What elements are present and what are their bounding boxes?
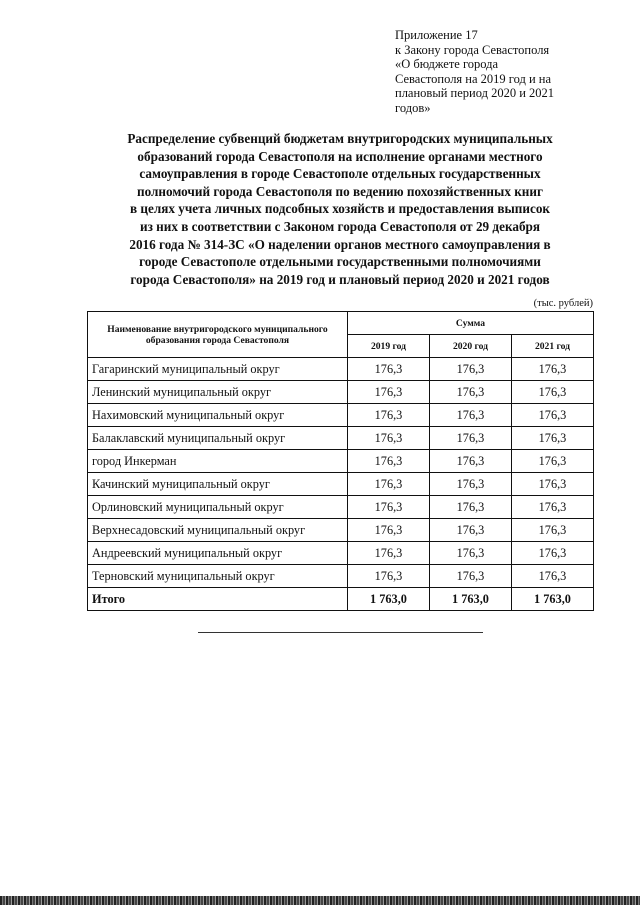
table-row [88, 542, 594, 565]
row-value-2019: 176,3 [347, 542, 429, 565]
total-value-2021: 1 763,0 [511, 588, 593, 611]
subvention-table [87, 311, 594, 611]
row-value-2019: 176,3 [347, 427, 429, 450]
table-header-row [88, 312, 594, 335]
title-line: 2016 года № 314-ЗС «О наделении органов местного самоуправления в [129, 236, 551, 252]
title-line: городе Севастополе отдельными государственными полномочиями [139, 254, 541, 270]
title-line: Распределение субвенций бюджетам внутригородских муниципальных [127, 131, 553, 146]
row-value-2021: 176,3 [511, 404, 593, 427]
annex-header [395, 28, 625, 116]
title-line: из них в соответствии с Законом города Севастополя от 29 декабря [139, 218, 541, 234]
row-name: Ленинский муниципальный округ [88, 381, 348, 404]
table-row [88, 473, 594, 496]
row-value-2020: 176,3 [429, 565, 511, 588]
row-value-2019: 176,3 [347, 496, 429, 519]
title-line: полномочий города Севастополя по ведению похозяйственных книг [136, 183, 543, 199]
table-row [88, 381, 594, 404]
total-value-2020: 1 763,0 [429, 588, 511, 611]
annex-line: «О бюджете города [395, 57, 499, 72]
annex-line: годов» [395, 100, 431, 115]
row-value-2020: 176,3 [429, 473, 511, 496]
row-name: Орлиновский муниципальный округ [88, 496, 348, 519]
row-name: Андреевский муниципальный округ [88, 542, 348, 565]
row-value-2019: 176,3 [347, 381, 429, 404]
row-value-2019: 176,3 [347, 565, 429, 588]
table-row [88, 404, 594, 427]
row-value-2019: 176,3 [347, 450, 429, 473]
title-line: города Севастополя» на 2019 год и плановый период 2020 и 2021 годов [130, 271, 550, 287]
closing-rule [198, 632, 483, 633]
scan-edge-strip [0, 896, 640, 905]
total-row [88, 588, 594, 611]
annex-line: к Закону города Севастополя [395, 42, 550, 57]
row-value-2021: 176,3 [511, 358, 593, 381]
row-name: Терновский муниципальный округ [88, 565, 348, 588]
row-value-2020: 176,3 [429, 519, 511, 542]
row-name: Верхнесадовский муниципальный округ [88, 519, 348, 542]
document-title [80, 130, 600, 288]
row-value-2020: 176,3 [429, 381, 511, 404]
total-label: Итого [88, 588, 348, 611]
title-line: самоуправления в городе Севастополе отдельных государственных [139, 166, 541, 182]
table-row [88, 450, 594, 473]
table-row [88, 519, 594, 542]
annex-line: Приложение 17 [395, 28, 478, 42]
row-value-2021: 176,3 [511, 450, 593, 473]
row-value-2021: 176,3 [511, 565, 593, 588]
units-label: (тыс. рублей) [533, 298, 593, 309]
row-value-2020: 176,3 [429, 427, 511, 450]
row-value-2019: 176,3 [347, 404, 429, 427]
header-sum: Сумма [347, 312, 593, 335]
table-row [88, 427, 594, 450]
row-name: Балаклавский муниципальный округ [88, 427, 348, 450]
row-name: Качинский муниципальный округ [88, 473, 348, 496]
title-line: в целях учета личных подсобных хозяйств и предоставления выписок [129, 201, 551, 217]
header-year-2019: 2019 год [347, 335, 429, 358]
row-value-2021: 176,3 [511, 519, 593, 542]
row-value-2021: 176,3 [511, 473, 593, 496]
table-row [88, 358, 594, 381]
header-name: Наименование внутригородского муниципального образования города Севастополя [88, 312, 348, 358]
row-value-2019: 176,3 [347, 358, 429, 381]
annex-line: плановый период 2020 и 2021 [395, 86, 555, 101]
row-value-2021: 176,3 [511, 496, 593, 519]
row-value-2021: 176,3 [511, 542, 593, 565]
row-value-2021: 176,3 [511, 427, 593, 450]
row-value-2019: 176,3 [347, 519, 429, 542]
table-row [88, 565, 594, 588]
row-value-2020: 176,3 [429, 404, 511, 427]
row-value-2021: 176,3 [511, 381, 593, 404]
total-value-2019: 1 763,0 [347, 588, 429, 611]
row-value-2019: 176,3 [347, 473, 429, 496]
row-name: город Инкерман [88, 450, 348, 473]
header-year-2020: 2020 год [429, 335, 511, 358]
title-line: образований города Севастополя на исполнение органами местного [137, 148, 543, 164]
row-value-2020: 176,3 [429, 496, 511, 519]
annex-line: Севастополя на 2019 год и на [395, 71, 552, 86]
table-row [88, 496, 594, 519]
row-name: Гагаринский муниципальный округ [88, 358, 348, 381]
row-value-2020: 176,3 [429, 450, 511, 473]
header-year-2021: 2021 год [511, 335, 593, 358]
row-name: Нахимовский муниципальный округ [88, 404, 348, 427]
row-value-2020: 176,3 [429, 542, 511, 565]
row-value-2020: 176,3 [429, 358, 511, 381]
